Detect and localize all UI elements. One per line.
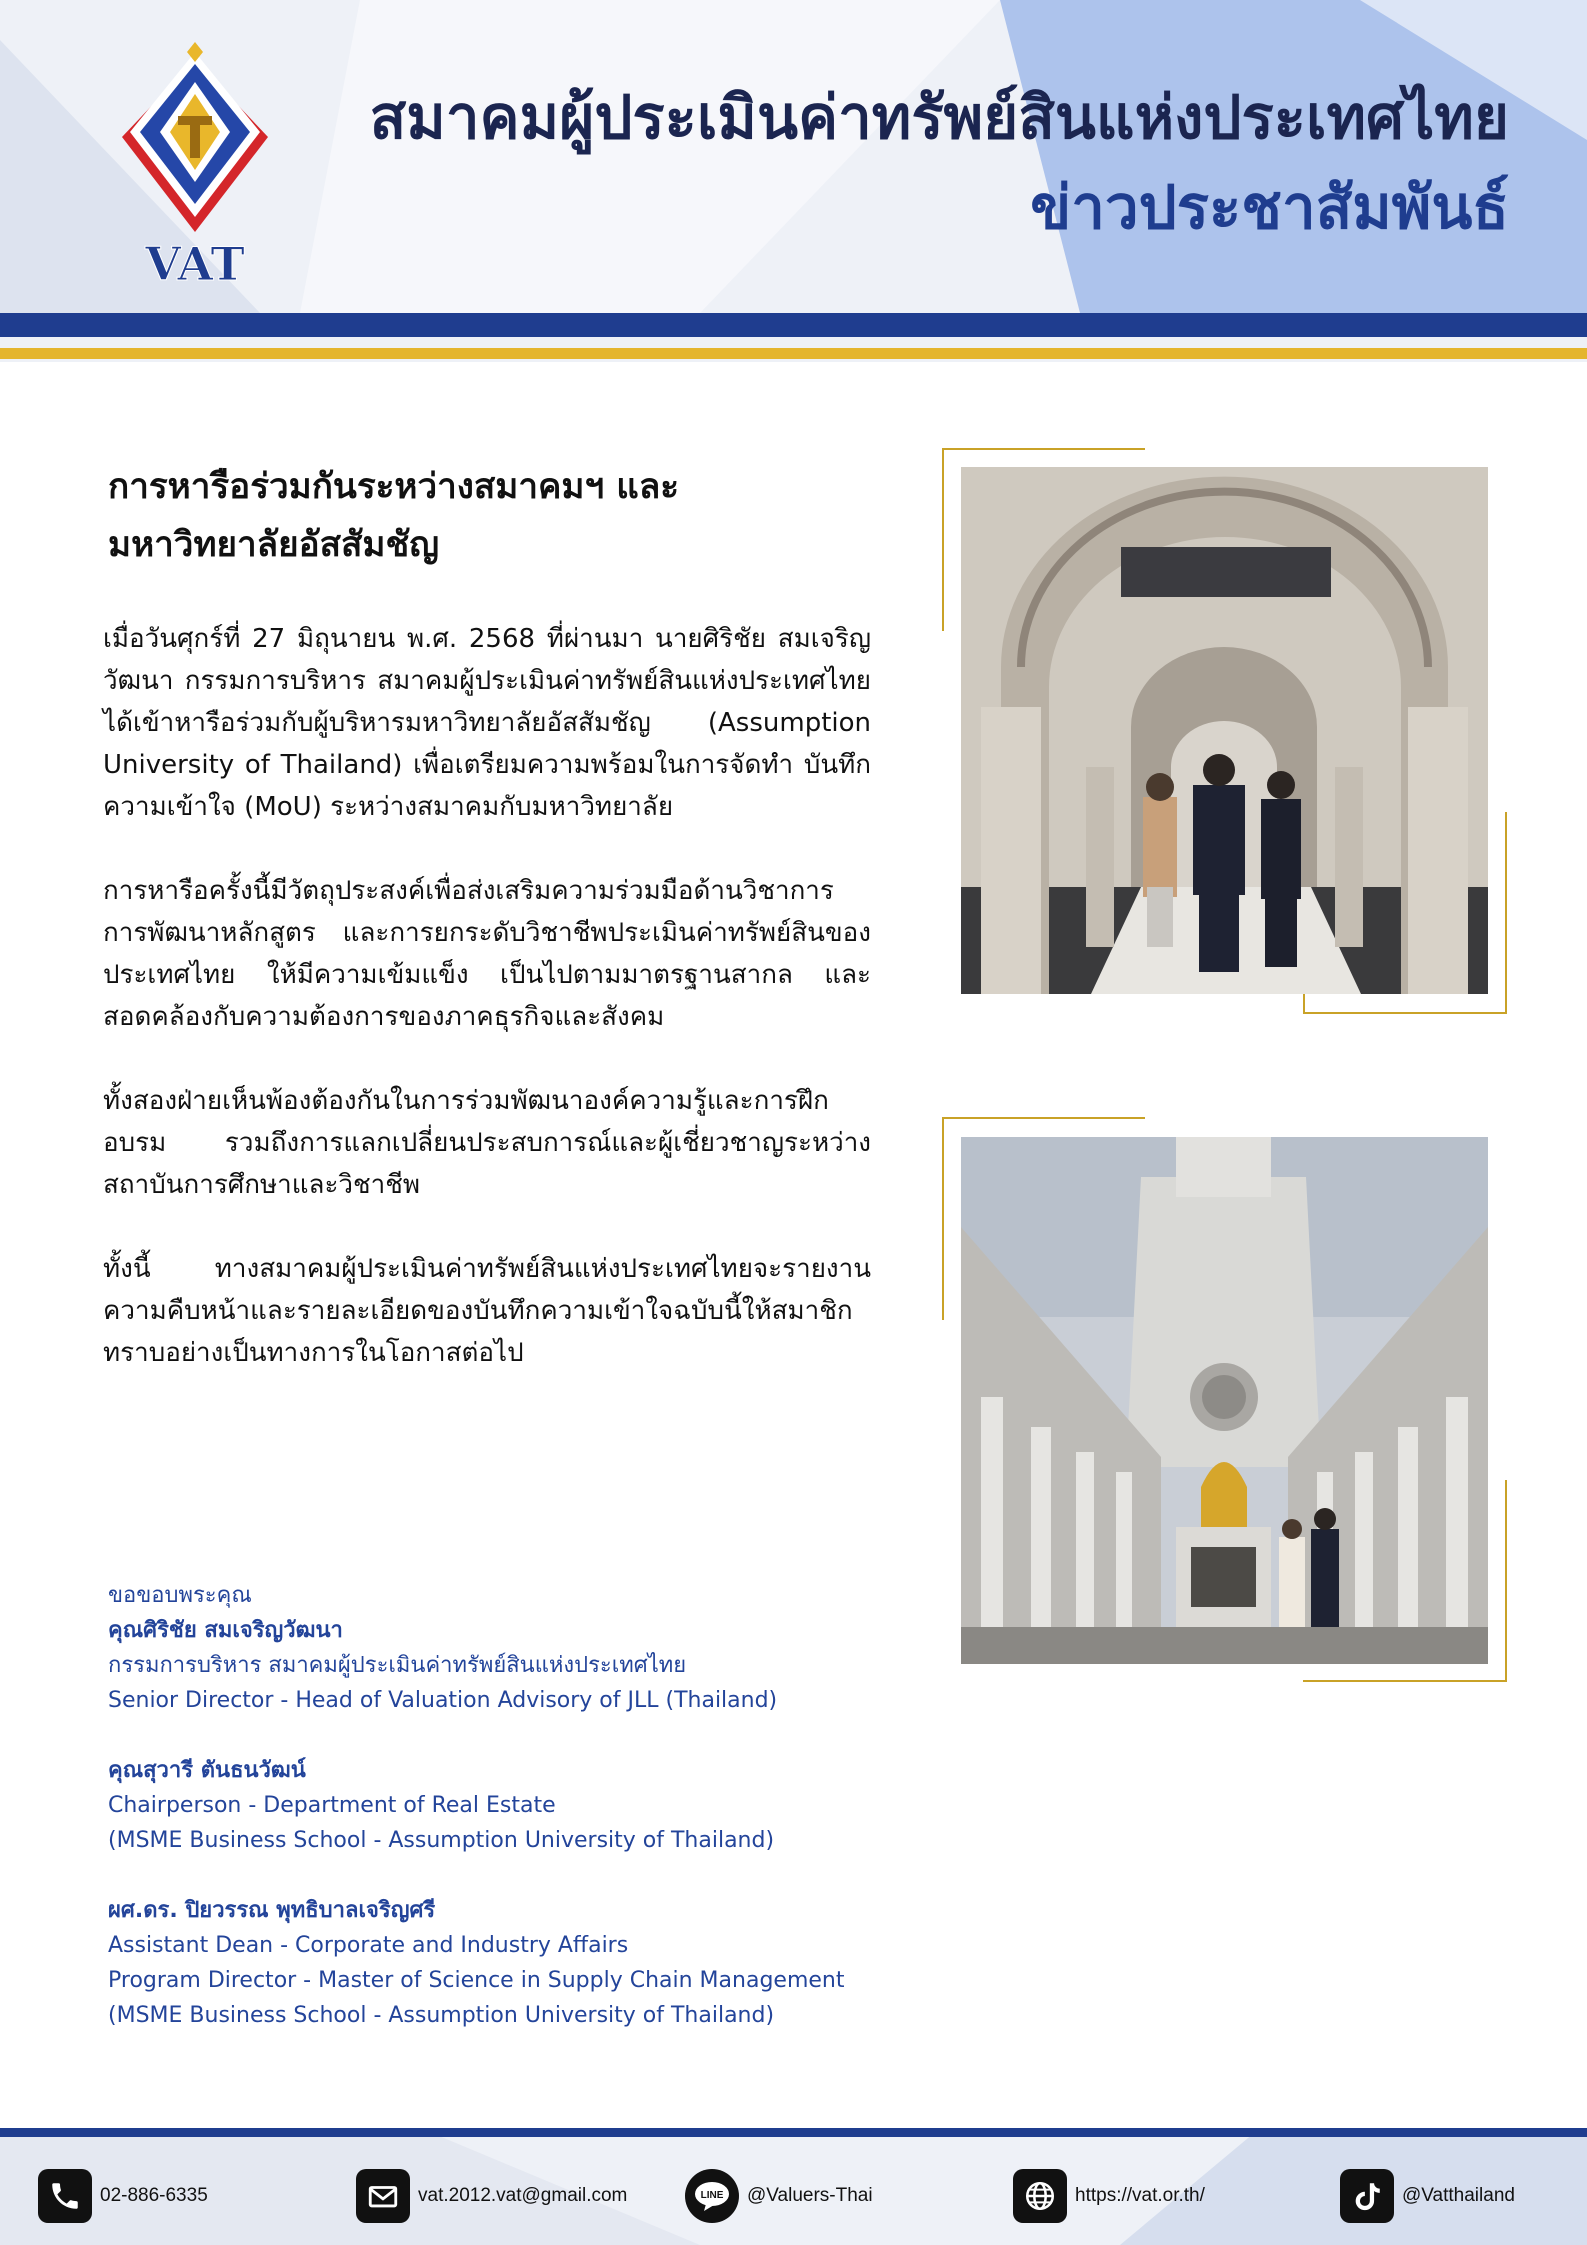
person-title: (MSME Business School - Assumption University of Thailand) bbox=[108, 1828, 775, 1853]
article-paragraph: การหารือครั้งนี้มีวัตถุประสงค์เพื่อส่งเสริมความร่วมมือด้านวิชาการ การพัฒนาหลักสูตร และการยกระดับวิชาชีพประเมินค่าทรัพย์สินของประเทศไทย ให้มีความเข้มแข็ง เป็นไปตามมาตรฐานสากล และสอดคล้องกับความต้องการของภาคธุรกิจและสังคม bbox=[103, 876, 871, 1032]
contact-line[interactable] bbox=[685, 2169, 873, 2223]
contact-website[interactable] bbox=[1013, 2169, 1205, 2223]
page-subtitle: ข่าวประชาสัมพันธ์ bbox=[1030, 173, 1509, 243]
phone-number: 02-886-6335 bbox=[100, 2185, 208, 2206]
person-title: Senior Director - Head of Valuation Advisory of JLL (Thailand) bbox=[108, 1688, 778, 1713]
website-url: https://vat.or.th/ bbox=[1075, 2185, 1205, 2206]
headline-line-1: การหารือร่วมกันระหว่างสมาคมฯ และ bbox=[108, 467, 680, 507]
line-icon bbox=[685, 2169, 739, 2223]
article-body bbox=[103, 618, 871, 1416]
article-paragraph: เมื่อวันศุกร์ที่ 27 มิถุนายน พ.ศ. 2568 ที่ผ่านมา นายศิริชัย สมเจริญวัฒนา กรรมการบริหาร สมาคมผู้ประเมินค่าทรัพย์สินแห่งประเทศไทย ได้เข้าหารือร่วมกับผู้บริหารมหาวิทยาลัยอัสสัมชัญ (Assumption University of Thailand) เพื่อเตรียมความพร้อมในการจัดทำ บันทึกความเข้าใจ (MoU) ระหว่างสมาคมกับมหาวิทยาลัย bbox=[103, 624, 871, 822]
contact-tiktok[interactable] bbox=[1340, 2169, 1515, 2223]
footer-divider bbox=[0, 2128, 1587, 2137]
header-divider-blue bbox=[0, 313, 1587, 337]
email-address: vat.2012.vat@gmail.com bbox=[418, 2185, 628, 2206]
mail-icon bbox=[356, 2169, 410, 2223]
people-group bbox=[1143, 754, 1301, 972]
tiktok-account: @Vatthailand bbox=[1402, 2185, 1515, 2206]
headline-line-2: มหาวิทยาลัยอัสสัมชัญ bbox=[108, 525, 440, 565]
person-title: กรรมการบริหาร สมาคมผู้ประเมินค่าทรัพย์สินแห่งประเทศไทย bbox=[108, 1653, 687, 1678]
person-title: (MSME Business School - Assumption University of Thailand) bbox=[108, 2003, 775, 2028]
contact-email[interactable] bbox=[356, 2169, 627, 2223]
contact-phone[interactable] bbox=[38, 2169, 208, 2223]
line-account: @Valuers-Thai bbox=[747, 2185, 873, 2206]
person-name: ผศ.ดร. ปิยวรรณ พุทธิบาลเจริญศรี bbox=[108, 1898, 436, 1923]
tiktok-icon bbox=[1340, 2169, 1394, 2223]
svg-text:VAT: VAT bbox=[145, 237, 245, 291]
person-name: คุณสุวารี ตันธนวัฒน์ bbox=[108, 1758, 306, 1783]
vat-diamond-logo-icon bbox=[108, 42, 283, 292]
article-paragraph: ทั้งสองฝ่ายเห็นพ้องต้องกันในการร่วมพัฒนาองค์ความรู้และการฝึกอบรม รวมถึงการแลกเปลี่ยนประสบการณ์และผู้เชี่ยวชาญระหว่างสถาบันการศึกษาและวิชาชีพ bbox=[103, 1086, 871, 1200]
organization-name: สมาคมผู้ประเมินค่าทรัพย์สินแห่งประเทศไทย bbox=[369, 83, 1509, 153]
header-divider-gold bbox=[0, 348, 1587, 359]
photo-university-tower bbox=[961, 1137, 1488, 1664]
person-title: Assistant Dean - Corporate and Industry Affairs bbox=[108, 1933, 629, 1958]
article-headline bbox=[108, 458, 808, 574]
phone-icon bbox=[38, 2169, 92, 2223]
page-header bbox=[0, 0, 1587, 362]
thanks-label: ขอขอบพระคุณ bbox=[108, 1583, 252, 1608]
globe-icon bbox=[1013, 2169, 1067, 2223]
photo-arched-corridor bbox=[961, 467, 1488, 994]
svg-text:LINE: LINE bbox=[700, 2190, 724, 2201]
person-title: Chairperson - Department of Real Estate bbox=[108, 1793, 556, 1818]
person-title: Program Director - Master of Science in Supply Chain Management bbox=[108, 1968, 845, 1993]
acknowledgements bbox=[108, 1578, 928, 2033]
vat-logo bbox=[108, 42, 283, 292]
person-name: คุณศิริชัย สมเจริญวัฒนา bbox=[108, 1618, 343, 1643]
article-paragraph: ทั้งนี้ ทางสมาคมผู้ประเมินค่าทรัพย์สินแห่งประเทศไทยจะรายงานความคืบหน้าและรายละเอียดของบันทึกความเข้าใจฉบับนี้ให้สมาชิกทราบอย่างเป็นทางการในโอกาสต่อไป bbox=[103, 1254, 871, 1368]
